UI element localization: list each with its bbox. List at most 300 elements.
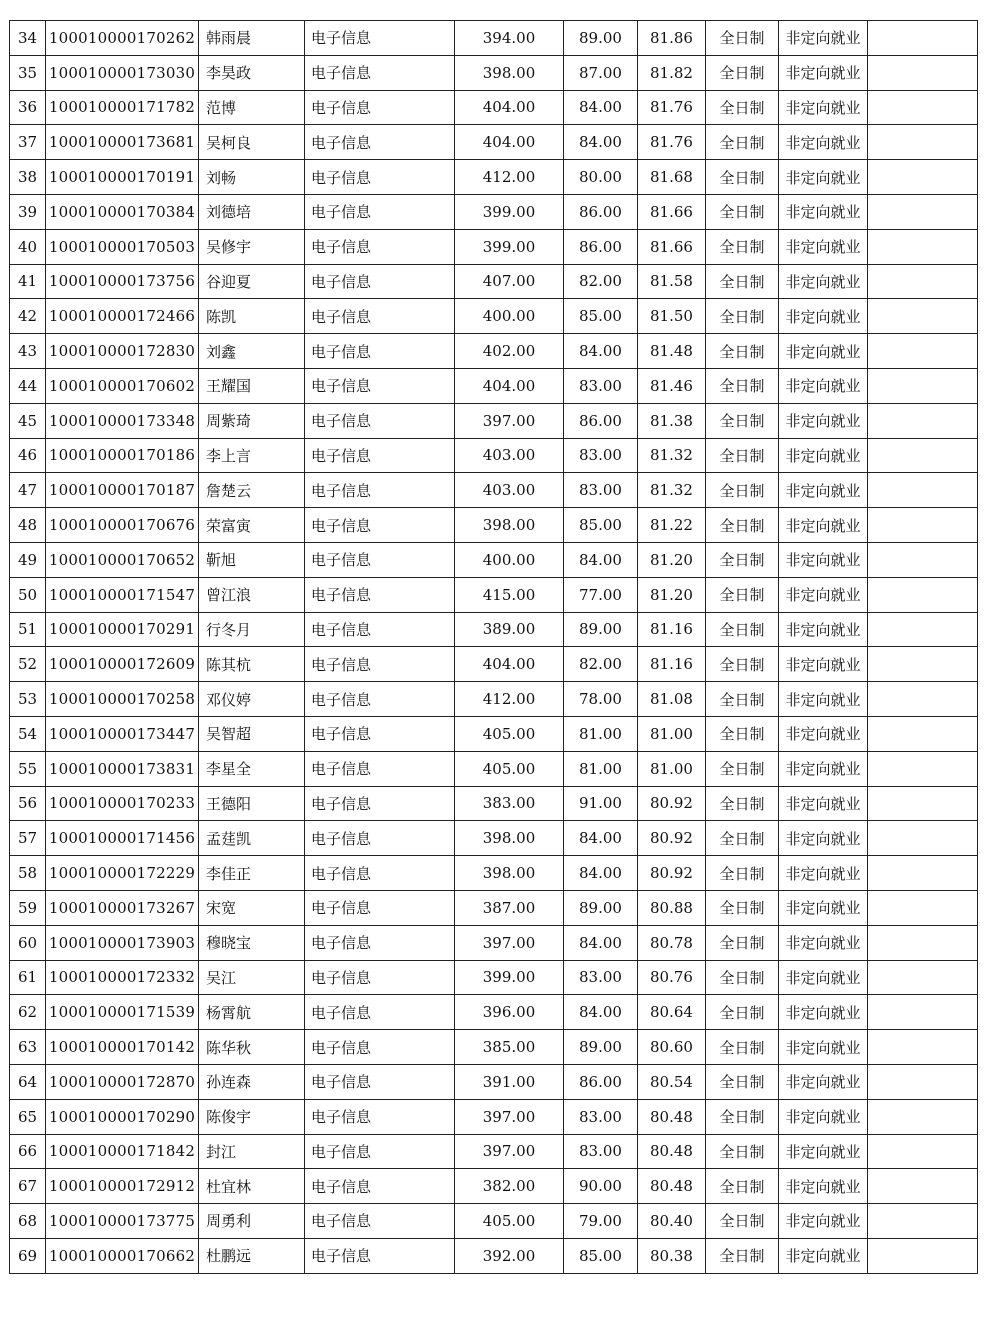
- major-cell: 电子信息: [305, 1064, 455, 1099]
- candidate-id-cell: 100010000172332: [46, 960, 199, 995]
- initial-exam-score-cell: 402.00: [455, 334, 564, 369]
- table-row: [10, 682, 978, 717]
- candidate-id-cell: 100010000170191: [46, 160, 199, 195]
- employment-type-cell: 非定向就业: [779, 1134, 868, 1169]
- candidate-id-cell: 100010000173447: [46, 716, 199, 751]
- candidate-id-cell: 100010000170676: [46, 508, 199, 543]
- remarks-cell: [868, 1169, 978, 1204]
- remarks-cell: [868, 612, 978, 647]
- major-cell: 电子信息: [305, 508, 455, 543]
- row-number-cell: 48: [10, 508, 46, 543]
- row-number-cell: 65: [10, 1099, 46, 1134]
- row-number-cell: 38: [10, 160, 46, 195]
- total-score-cell: 80.48: [638, 1099, 706, 1134]
- candidate-id-cell: 100010000171842: [46, 1134, 199, 1169]
- retest-score-cell: 83.00: [564, 473, 638, 508]
- table-row: [10, 264, 978, 299]
- employment-type-cell: 非定向就业: [779, 160, 868, 195]
- table-row: [10, 1030, 978, 1065]
- major-cell: 电子信息: [305, 682, 455, 717]
- major-cell: 电子信息: [305, 334, 455, 369]
- retest-score-cell: 84.00: [564, 995, 638, 1030]
- study-mode-cell: 全日制: [706, 612, 779, 647]
- table-row: [10, 438, 978, 473]
- remarks-cell: [868, 821, 978, 856]
- remarks-cell: [868, 995, 978, 1030]
- row-number-cell: 52: [10, 647, 46, 682]
- major-cell: 电子信息: [305, 856, 455, 891]
- major-cell: 电子信息: [305, 1134, 455, 1169]
- study-mode-cell: 全日制: [706, 21, 779, 56]
- study-mode-cell: 全日制: [706, 160, 779, 195]
- initial-exam-score-cell: 405.00: [455, 716, 564, 751]
- study-mode-cell: 全日制: [706, 1238, 779, 1273]
- employment-type-cell: 非定向就业: [779, 1169, 868, 1204]
- retest-score-cell: 83.00: [564, 1134, 638, 1169]
- remarks-cell: [868, 403, 978, 438]
- remarks-cell: [868, 1238, 978, 1273]
- table-row: [10, 995, 978, 1030]
- remarks-cell: [868, 786, 978, 821]
- row-number-cell: 42: [10, 299, 46, 334]
- major-cell: 电子信息: [305, 1238, 455, 1273]
- retest-score-cell: 89.00: [564, 1030, 638, 1065]
- study-mode-cell: 全日制: [706, 1169, 779, 1204]
- candidate-name-cell: 曾江浪: [199, 577, 305, 612]
- study-mode-cell: 全日制: [706, 682, 779, 717]
- study-mode-cell: 全日制: [706, 995, 779, 1030]
- candidate-name-cell: 孟莛凯: [199, 821, 305, 856]
- candidate-id-cell: 100010000170503: [46, 229, 199, 264]
- employment-type-cell: 非定向就业: [779, 995, 868, 1030]
- retest-score-cell: 84.00: [564, 856, 638, 891]
- major-cell: 电子信息: [305, 438, 455, 473]
- table-row: [10, 786, 978, 821]
- table-row: [10, 856, 978, 891]
- candidate-name-cell: 李佳正: [199, 856, 305, 891]
- retest-score-cell: 84.00: [564, 334, 638, 369]
- retest-score-cell: 86.00: [564, 1064, 638, 1099]
- candidate-id-cell: 100010000170290: [46, 1099, 199, 1134]
- table-row: [10, 90, 978, 125]
- total-score-cell: 80.54: [638, 1064, 706, 1099]
- total-score-cell: 80.92: [638, 821, 706, 856]
- retest-score-cell: 83.00: [564, 368, 638, 403]
- employment-type-cell: 非定向就业: [779, 55, 868, 90]
- major-cell: 电子信息: [305, 125, 455, 160]
- study-mode-cell: 全日制: [706, 542, 779, 577]
- study-mode-cell: 全日制: [706, 403, 779, 438]
- study-mode-cell: 全日制: [706, 438, 779, 473]
- study-mode-cell: 全日制: [706, 1030, 779, 1065]
- employment-type-cell: 非定向就业: [779, 682, 868, 717]
- row-number-cell: 36: [10, 90, 46, 125]
- remarks-cell: [868, 229, 978, 264]
- initial-exam-score-cell: 407.00: [455, 264, 564, 299]
- retest-score-cell: 77.00: [564, 577, 638, 612]
- study-mode-cell: 全日制: [706, 508, 779, 543]
- row-number-cell: 54: [10, 716, 46, 751]
- initial-exam-score-cell: 389.00: [455, 612, 564, 647]
- table-row: [10, 403, 978, 438]
- remarks-cell: [868, 682, 978, 717]
- major-cell: 电子信息: [305, 542, 455, 577]
- major-cell: 电子信息: [305, 368, 455, 403]
- study-mode-cell: 全日制: [706, 960, 779, 995]
- total-score-cell: 81.38: [638, 403, 706, 438]
- remarks-cell: [868, 960, 978, 995]
- row-number-cell: 60: [10, 925, 46, 960]
- remarks-cell: [868, 647, 978, 682]
- retest-score-cell: 83.00: [564, 1099, 638, 1134]
- candidate-id-cell: 100010000170291: [46, 612, 199, 647]
- major-cell: 电子信息: [305, 90, 455, 125]
- employment-type-cell: 非定向就业: [779, 960, 868, 995]
- row-number-cell: 68: [10, 1204, 46, 1239]
- total-score-cell: 80.48: [638, 1169, 706, 1204]
- study-mode-cell: 全日制: [706, 925, 779, 960]
- employment-type-cell: 非定向就业: [779, 194, 868, 229]
- row-number-cell: 69: [10, 1238, 46, 1273]
- retest-score-cell: 78.00: [564, 682, 638, 717]
- employment-type-cell: 非定向就业: [779, 1238, 868, 1273]
- candidate-name-cell: 杜鹏远: [199, 1238, 305, 1273]
- candidate-id-cell: 100010000173267: [46, 890, 199, 925]
- employment-type-cell: 非定向就业: [779, 716, 868, 751]
- candidate-name-cell: 陈凯: [199, 299, 305, 334]
- retest-score-cell: 81.00: [564, 751, 638, 786]
- study-mode-cell: 全日制: [706, 751, 779, 786]
- candidate-name-cell: 杨霄航: [199, 995, 305, 1030]
- candidate-name-cell: 李星全: [199, 751, 305, 786]
- retest-score-cell: 87.00: [564, 55, 638, 90]
- employment-type-cell: 非定向就业: [779, 438, 868, 473]
- retest-score-cell: 82.00: [564, 264, 638, 299]
- retest-score-cell: 84.00: [564, 125, 638, 160]
- table-row: [10, 1134, 978, 1169]
- candidate-id-cell: 100010000173775: [46, 1204, 199, 1239]
- table-row: [10, 508, 978, 543]
- employment-type-cell: 非定向就业: [779, 786, 868, 821]
- candidate-id-cell: 100010000171547: [46, 577, 199, 612]
- total-score-cell: 81.58: [638, 264, 706, 299]
- initial-exam-score-cell: 382.00: [455, 1169, 564, 1204]
- initial-exam-score-cell: 399.00: [455, 960, 564, 995]
- retest-score-cell: 89.00: [564, 612, 638, 647]
- row-number-cell: 46: [10, 438, 46, 473]
- employment-type-cell: 非定向就业: [779, 299, 868, 334]
- candidate-id-cell: 100010000170602: [46, 368, 199, 403]
- employment-type-cell: 非定向就业: [779, 542, 868, 577]
- remarks-cell: [868, 334, 978, 369]
- table-row: [10, 960, 978, 995]
- employment-type-cell: 非定向就业: [779, 821, 868, 856]
- row-number-cell: 58: [10, 856, 46, 891]
- table-row: [10, 194, 978, 229]
- major-cell: 电子信息: [305, 821, 455, 856]
- employment-type-cell: 非定向就业: [779, 229, 868, 264]
- retest-score-cell: 83.00: [564, 960, 638, 995]
- retest-score-cell: 84.00: [564, 90, 638, 125]
- remarks-cell: [868, 716, 978, 751]
- remarks-cell: [868, 473, 978, 508]
- employment-type-cell: 非定向就业: [779, 21, 868, 56]
- major-cell: 电子信息: [305, 925, 455, 960]
- total-score-cell: 80.48: [638, 1134, 706, 1169]
- total-score-cell: 81.76: [638, 125, 706, 160]
- initial-exam-score-cell: 394.00: [455, 21, 564, 56]
- initial-exam-score-cell: 398.00: [455, 856, 564, 891]
- table-row: [10, 125, 978, 160]
- initial-exam-score-cell: 399.00: [455, 194, 564, 229]
- total-score-cell: 80.40: [638, 1204, 706, 1239]
- study-mode-cell: 全日制: [706, 1099, 779, 1134]
- initial-exam-score-cell: 396.00: [455, 995, 564, 1030]
- study-mode-cell: 全日制: [706, 473, 779, 508]
- candidate-name-cell: 杜宜林: [199, 1169, 305, 1204]
- initial-exam-score-cell: 405.00: [455, 1204, 564, 1239]
- total-score-cell: 81.20: [638, 542, 706, 577]
- initial-exam-score-cell: 404.00: [455, 90, 564, 125]
- study-mode-cell: 全日制: [706, 368, 779, 403]
- initial-exam-score-cell: 400.00: [455, 542, 564, 577]
- retest-score-cell: 81.00: [564, 716, 638, 751]
- initial-exam-score-cell: 391.00: [455, 1064, 564, 1099]
- remarks-cell: [868, 751, 978, 786]
- initial-exam-score-cell: 398.00: [455, 508, 564, 543]
- initial-exam-score-cell: 397.00: [455, 403, 564, 438]
- candidate-id-cell: 100010000173348: [46, 403, 199, 438]
- major-cell: 电子信息: [305, 612, 455, 647]
- total-score-cell: 81.16: [638, 612, 706, 647]
- remarks-cell: [868, 577, 978, 612]
- retest-score-cell: 86.00: [564, 194, 638, 229]
- total-score-cell: 81.48: [638, 334, 706, 369]
- row-number-cell: 37: [10, 125, 46, 160]
- study-mode-cell: 全日制: [706, 786, 779, 821]
- total-score-cell: 81.76: [638, 90, 706, 125]
- table-row: [10, 21, 978, 56]
- major-cell: 电子信息: [305, 1030, 455, 1065]
- row-number-cell: 51: [10, 612, 46, 647]
- remarks-cell: [868, 160, 978, 195]
- row-number-cell: 63: [10, 1030, 46, 1065]
- major-cell: 电子信息: [305, 1204, 455, 1239]
- table-row: [10, 1064, 978, 1099]
- candidate-name-cell: 陈俊宇: [199, 1099, 305, 1134]
- total-score-cell: 81.08: [638, 682, 706, 717]
- total-score-cell: 81.86: [638, 21, 706, 56]
- table-row: [10, 1099, 978, 1134]
- remarks-cell: [868, 542, 978, 577]
- study-mode-cell: 全日制: [706, 856, 779, 891]
- initial-exam-score-cell: 392.00: [455, 1238, 564, 1273]
- row-number-cell: 56: [10, 786, 46, 821]
- major-cell: 电子信息: [305, 55, 455, 90]
- candidate-name-cell: 宋宽: [199, 890, 305, 925]
- remarks-cell: [868, 925, 978, 960]
- row-number-cell: 39: [10, 194, 46, 229]
- table-row: [10, 925, 978, 960]
- table-body: [10, 21, 978, 1274]
- row-number-cell: 45: [10, 403, 46, 438]
- retest-score-cell: 90.00: [564, 1169, 638, 1204]
- row-number-cell: 44: [10, 368, 46, 403]
- candidate-name-cell: 刘鑫: [199, 334, 305, 369]
- table-row: [10, 160, 978, 195]
- remarks-cell: [868, 890, 978, 925]
- candidate-name-cell: 陈其杭: [199, 647, 305, 682]
- table-row: [10, 716, 978, 751]
- candidate-name-cell: 王耀国: [199, 368, 305, 403]
- study-mode-cell: 全日制: [706, 890, 779, 925]
- study-mode-cell: 全日制: [706, 334, 779, 369]
- initial-exam-score-cell: 383.00: [455, 786, 564, 821]
- initial-exam-score-cell: 398.00: [455, 55, 564, 90]
- row-number-cell: 43: [10, 334, 46, 369]
- employment-type-cell: 非定向就业: [779, 890, 868, 925]
- row-number-cell: 53: [10, 682, 46, 717]
- major-cell: 电子信息: [305, 194, 455, 229]
- employment-type-cell: 非定向就业: [779, 334, 868, 369]
- retest-score-cell: 86.00: [564, 403, 638, 438]
- total-score-cell: 81.50: [638, 299, 706, 334]
- row-number-cell: 67: [10, 1169, 46, 1204]
- candidate-name-cell: 吴修宇: [199, 229, 305, 264]
- candidate-name-cell: 孙连森: [199, 1064, 305, 1099]
- row-number-cell: 49: [10, 542, 46, 577]
- candidate-id-cell: 100010000173756: [46, 264, 199, 299]
- initial-exam-score-cell: 400.00: [455, 299, 564, 334]
- row-number-cell: 41: [10, 264, 46, 299]
- employment-type-cell: 非定向就业: [779, 612, 868, 647]
- row-number-cell: 34: [10, 21, 46, 56]
- study-mode-cell: 全日制: [706, 264, 779, 299]
- remarks-cell: [868, 1099, 978, 1134]
- major-cell: 电子信息: [305, 751, 455, 786]
- total-score-cell: 81.20: [638, 577, 706, 612]
- candidate-id-cell: 100010000173681: [46, 125, 199, 160]
- total-score-cell: 80.88: [638, 890, 706, 925]
- table-row: [10, 299, 978, 334]
- remarks-cell: [868, 1204, 978, 1239]
- total-score-cell: 81.66: [638, 229, 706, 264]
- study-mode-cell: 全日制: [706, 821, 779, 856]
- total-score-cell: 81.82: [638, 55, 706, 90]
- remarks-cell: [868, 368, 978, 403]
- study-mode-cell: 全日制: [706, 1134, 779, 1169]
- total-score-cell: 81.16: [638, 647, 706, 682]
- study-mode-cell: 全日制: [706, 1204, 779, 1239]
- initial-exam-score-cell: 405.00: [455, 751, 564, 786]
- initial-exam-score-cell: 404.00: [455, 647, 564, 682]
- candidate-id-cell: 100010000170187: [46, 473, 199, 508]
- employment-type-cell: 非定向就业: [779, 856, 868, 891]
- candidate-name-cell: 刘畅: [199, 160, 305, 195]
- total-score-cell: 80.38: [638, 1238, 706, 1273]
- initial-exam-score-cell: 397.00: [455, 1099, 564, 1134]
- candidate-name-cell: 邓仪婷: [199, 682, 305, 717]
- retest-score-cell: 82.00: [564, 647, 638, 682]
- table-row: [10, 542, 978, 577]
- employment-type-cell: 非定向就业: [779, 125, 868, 160]
- candidate-id-cell: 100010000171782: [46, 90, 199, 125]
- major-cell: 电子信息: [305, 299, 455, 334]
- total-score-cell: 81.00: [638, 716, 706, 751]
- table-row: [10, 612, 978, 647]
- candidate-name-cell: 吴江: [199, 960, 305, 995]
- candidate-name-cell: 李昊政: [199, 55, 305, 90]
- initial-exam-score-cell: 403.00: [455, 438, 564, 473]
- candidate-id-cell: 100010000170662: [46, 1238, 199, 1273]
- candidate-id-cell: 100010000173030: [46, 55, 199, 90]
- admission-results-table: [9, 20, 978, 1274]
- remarks-cell: [868, 125, 978, 160]
- candidate-id-cell: 100010000172830: [46, 334, 199, 369]
- study-mode-cell: 全日制: [706, 229, 779, 264]
- remarks-cell: [868, 90, 978, 125]
- candidate-id-cell: 100010000172466: [46, 299, 199, 334]
- table-row: [10, 647, 978, 682]
- major-cell: 电子信息: [305, 577, 455, 612]
- total-score-cell: 80.92: [638, 856, 706, 891]
- row-number-cell: 66: [10, 1134, 46, 1169]
- remarks-cell: [868, 264, 978, 299]
- candidate-name-cell: 行冬月: [199, 612, 305, 647]
- table-row: [10, 334, 978, 369]
- candidate-id-cell: 100010000173831: [46, 751, 199, 786]
- remarks-cell: [868, 55, 978, 90]
- study-mode-cell: 全日制: [706, 194, 779, 229]
- table-row: [10, 1238, 978, 1273]
- total-score-cell: 81.66: [638, 194, 706, 229]
- study-mode-cell: 全日制: [706, 716, 779, 751]
- employment-type-cell: 非定向就业: [779, 508, 868, 543]
- initial-exam-score-cell: 398.00: [455, 821, 564, 856]
- table-row: [10, 368, 978, 403]
- initial-exam-score-cell: 397.00: [455, 925, 564, 960]
- total-score-cell: 81.32: [638, 438, 706, 473]
- remarks-cell: [868, 1030, 978, 1065]
- candidate-id-cell: 100010000172912: [46, 1169, 199, 1204]
- candidate-name-cell: 周紫琦: [199, 403, 305, 438]
- retest-score-cell: 89.00: [564, 890, 638, 925]
- employment-type-cell: 非定向就业: [779, 751, 868, 786]
- candidate-name-cell: 穆晓宝: [199, 925, 305, 960]
- table-row: [10, 890, 978, 925]
- employment-type-cell: 非定向就业: [779, 647, 868, 682]
- total-score-cell: 80.78: [638, 925, 706, 960]
- candidate-id-cell: 100010000172870: [46, 1064, 199, 1099]
- employment-type-cell: 非定向就业: [779, 368, 868, 403]
- employment-type-cell: 非定向就业: [779, 90, 868, 125]
- row-number-cell: 57: [10, 821, 46, 856]
- employment-type-cell: 非定向就业: [779, 1064, 868, 1099]
- major-cell: 电子信息: [305, 890, 455, 925]
- total-score-cell: 81.22: [638, 508, 706, 543]
- initial-exam-score-cell: 399.00: [455, 229, 564, 264]
- remarks-cell: [868, 438, 978, 473]
- table-row: [10, 1204, 978, 1239]
- candidate-name-cell: 封江: [199, 1134, 305, 1169]
- initial-exam-score-cell: 404.00: [455, 368, 564, 403]
- candidate-id-cell: 100010000170258: [46, 682, 199, 717]
- candidate-id-cell: 100010000170652: [46, 542, 199, 577]
- row-number-cell: 40: [10, 229, 46, 264]
- table-row: [10, 751, 978, 786]
- candidate-id-cell: 100010000170384: [46, 194, 199, 229]
- row-number-cell: 62: [10, 995, 46, 1030]
